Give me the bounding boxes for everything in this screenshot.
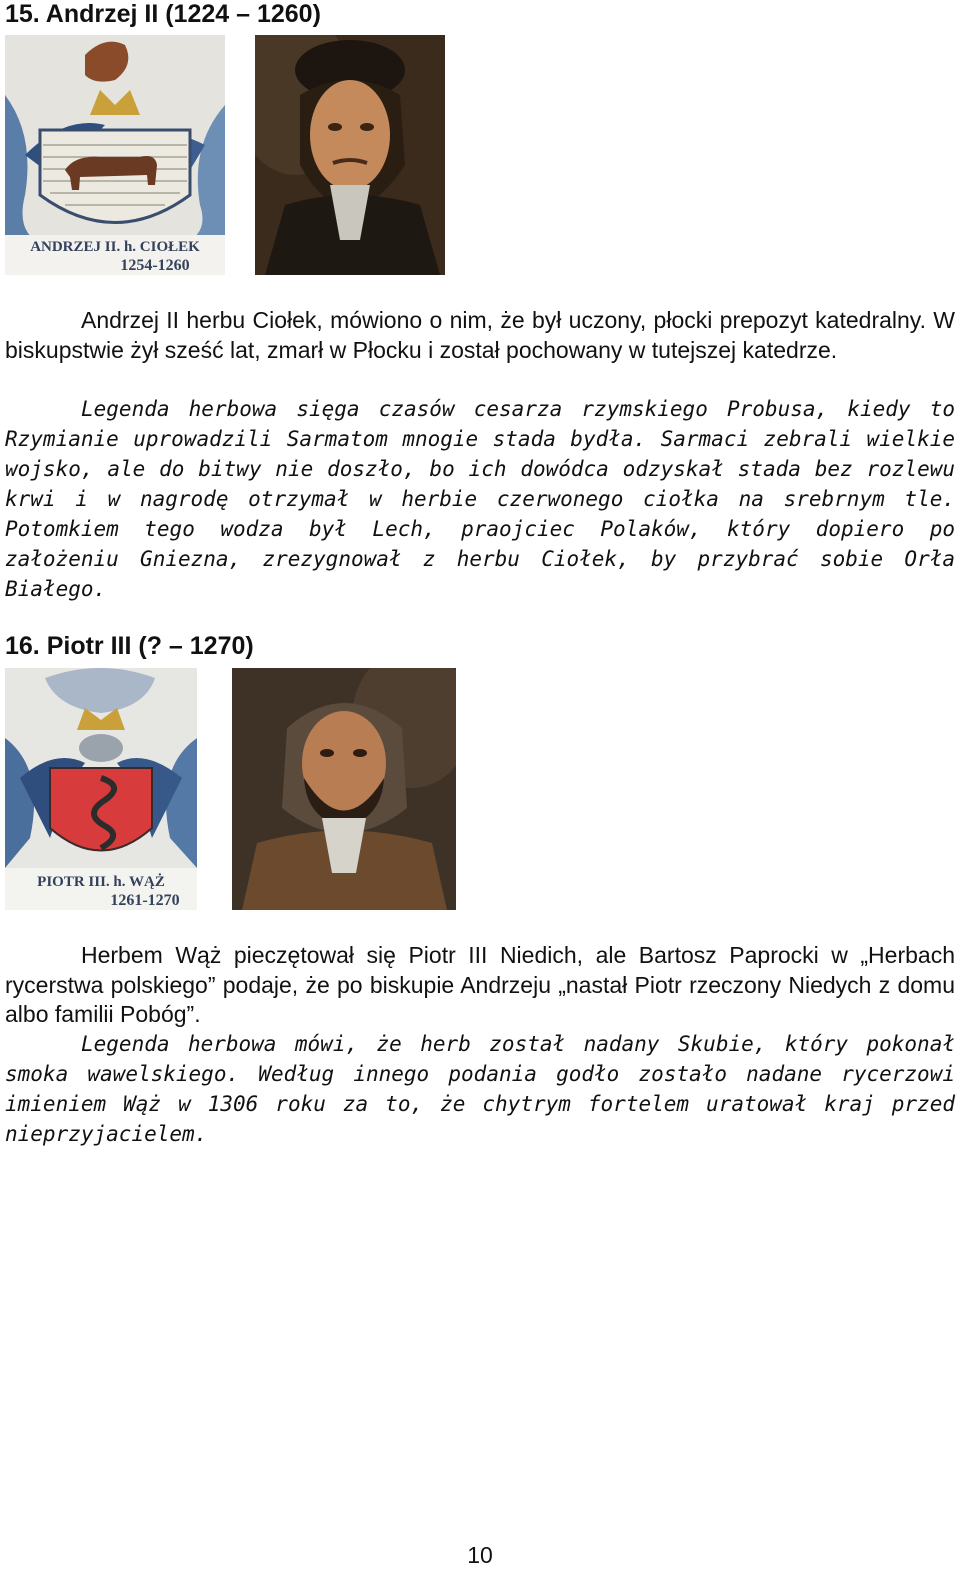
section-heading-15: 15. Andrzej II (1224 – 1260): [5, 0, 321, 28]
crest-caption-waz-line1: PIOTR III. h. WĄŻ: [37, 874, 165, 890]
portrait-piotr-iii: [232, 668, 456, 910]
legend-ciolek: Legenda herbowa sięga czasów cesarza rzymskiego Probusa, kiedy to Rzymianie uprowadzili Sarmatom mnogie stada bydła. Sarmaci zebrali wielkie wojsko, ale do bitwy nie doszło, bo ich dowódca odzyskał stada bez rozlewu krwi i w nagrodę otrzymał w herbie czerwonego ciołka na srebrnym tle. Potomkiem tego wodza był Lech, praojciec Polaków, który dopiero po założeniu Gniezna, zrezygnował z herbu Ciołek, by przybrać sobie Orła Białego.: [5, 397, 955, 601]
crest-caption-ciolek-line2: 1254-1260: [120, 257, 190, 274]
section-heading-16: 16. Piotr III (? – 1270): [5, 632, 254, 660]
paragraph-andrzej-ii: Andrzej II herbu Ciołek, mówiono o nim, że był uczony, płocki prepozyt katedralny. W biskupstwie żył sześć lat, zmarł w Płocku i został pochowany w tutejszej katedrze.: [5, 307, 955, 363]
portrait-andrzej-ii: [255, 35, 445, 275]
crest-caption-ciolek-line1: ANDRZEJ II. h. CIOŁEK: [30, 239, 200, 255]
crest-caption-waz-line2: 1261-1270: [110, 892, 180, 909]
page-number: 10: [467, 1542, 493, 1568]
paragraph-piotr-iii: Herbem Wąż pieczętował się Piotr III Niedich, ale Bartosz Paprocki w „Herbach rycerstwa polskiego” podaje, że po biskupie Andrzeju „nastał Piotr rzeczony Niedych z domu albo familii Pobóg”.: [5, 942, 955, 1027]
legend-waz: Legenda herbowa mówi, że herb został nadany Skubie, który pokonał smoka wawelskiego. Według innego podania godło zostało nadane rycerzowi imieniem Wąż w 1306 roku za to, że chytrym fortelem uratował kraj przed nieprzyjacielem.: [5, 1032, 955, 1146]
crest-image-waz: [5, 668, 197, 910]
crest-image-ciolek: [5, 35, 225, 275]
